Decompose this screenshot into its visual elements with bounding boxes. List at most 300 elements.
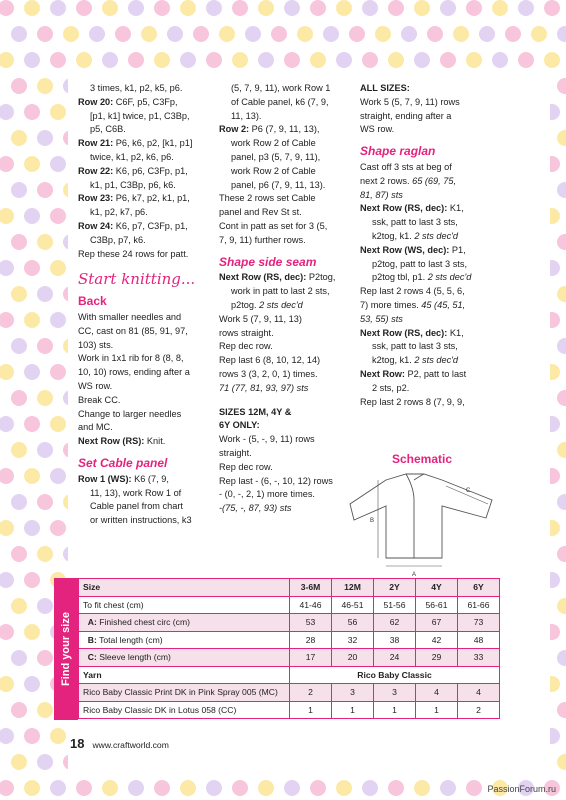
row-letter: C:: [87, 652, 97, 663]
column-2: [219, 82, 357, 516]
polka-dot: [557, 234, 566, 250]
table-cell: 17: [290, 649, 332, 667]
polka-dot: [141, 26, 157, 42]
yarn-label: Yarn: [83, 669, 102, 680]
polka-dot: [37, 182, 53, 198]
polka-dot: [440, 780, 456, 796]
polka-dot: [37, 546, 53, 562]
text-line: work Row 2 of Cable: [231, 138, 316, 149]
text-line: 11, 13), work Row 1 of: [90, 487, 182, 498]
polka-dot: [258, 52, 274, 68]
stitch-count: 53, 55) sts: [360, 313, 403, 324]
polka-dot: [0, 416, 14, 432]
polka-dot: [115, 26, 131, 42]
polka-dot: [531, 26, 547, 42]
polka-dot: [11, 754, 27, 770]
polka-dot: [557, 130, 566, 146]
polka-dot: [24, 0, 40, 16]
polka-dot: [557, 754, 566, 770]
polka-dot: [37, 78, 53, 94]
polka-dot: [11, 702, 27, 718]
polka-dot: [193, 26, 209, 42]
row-label: Next Row (RS, dec):: [360, 203, 448, 214]
row-text: Knit.: [144, 436, 166, 447]
text-line: Break CC.: [78, 394, 121, 405]
header-cell: 2Y: [389, 582, 400, 593]
polka-dot: [362, 52, 378, 68]
text-line: Work 5 (5, 7, 9, 11) rows: [360, 96, 460, 107]
text-line: k1, p1, C3Bp, p6, k6.: [90, 179, 176, 190]
row-text: K1,: [447, 203, 464, 214]
table-row: [79, 614, 500, 632]
polka-dot: [11, 650, 27, 666]
polka-dot: [557, 494, 566, 510]
website-link[interactable]: www.craftworld.com: [92, 740, 169, 750]
polka-dot: [89, 26, 105, 42]
set-cable-panel-heading: Set Cable panel: [78, 455, 168, 470]
polka-dot: [557, 442, 566, 458]
polka-dot: [76, 52, 92, 68]
polka-dot: [557, 702, 566, 718]
table-header-row: [79, 579, 500, 597]
polka-dot: [128, 52, 144, 68]
table-cell: 32: [332, 631, 374, 649]
polka-dot: [362, 0, 378, 16]
polka-dot: [102, 0, 118, 16]
text-line: Rep dec row.: [219, 461, 273, 472]
page-footer: [70, 736, 169, 751]
table-cell: 41-46: [290, 596, 332, 614]
polka-dot: [284, 0, 300, 16]
polka-dot: [11, 26, 27, 42]
polka-dot: [557, 78, 566, 94]
text-line: 11, 13).: [231, 110, 262, 121]
table-cell: 67: [416, 614, 458, 632]
table-row: [79, 701, 500, 719]
polka-dot: [24, 260, 40, 276]
row-text: C6F, p5, C3Fp,: [113, 96, 178, 107]
header-cell: 6Y: [473, 582, 484, 593]
polka-dot: [24, 52, 40, 68]
row-label: Next Row (RS, dec):: [360, 327, 448, 338]
polka-dot: [50, 728, 66, 744]
text-line: k2tog, k1.: [372, 355, 415, 366]
polka-dot: [557, 390, 566, 406]
row-label: Next Row (RS):: [78, 436, 145, 447]
text-line: k1, p2, k7, p6.: [90, 207, 148, 218]
text-line: (5, 7, 9, 11), work Row 1: [231, 83, 331, 93]
polka-dot: [37, 390, 53, 406]
polka-dot: [0, 0, 14, 16]
text-line: 10, 10) rows, ending after a: [78, 367, 190, 378]
polka-dot: [24, 520, 40, 536]
row-label: Row 21:: [78, 138, 114, 149]
text-line: Rep last 2 rows 4 (5, 5, 6,: [360, 286, 465, 297]
front-opening-line: [406, 474, 414, 558]
text-line: Rep last 6 (8, 10, 12, 14): [219, 355, 321, 366]
polka-dot: [11, 390, 27, 406]
polka-dot: [24, 416, 40, 432]
polka-dot: [11, 442, 27, 458]
text-line: 7, 9, 11) further rows.: [219, 234, 306, 245]
polka-dot: [466, 52, 482, 68]
find-your-size-tab: [54, 578, 78, 720]
polka-dot: [0, 52, 14, 68]
polka-dot: [440, 52, 456, 68]
polka-dot: [466, 0, 482, 16]
polka-dot: [50, 312, 66, 328]
polka-dot: [0, 728, 14, 744]
table-cell: 51-56: [374, 596, 416, 614]
polka-dot: [414, 52, 430, 68]
polka-dot: [24, 468, 40, 484]
text-line: straight.: [219, 447, 252, 458]
polka-dot: [24, 676, 40, 692]
row-label: Row 23:: [78, 193, 114, 204]
label-b: B: [370, 518, 375, 524]
text-line: of Cable panel, k6 (7, 9,: [231, 96, 329, 107]
polka-dot: [11, 598, 27, 614]
table-cell: 29: [416, 649, 458, 667]
polka-dot: [427, 26, 443, 42]
polka-dot: [37, 234, 53, 250]
table-cell: 62: [374, 614, 416, 632]
polka-dot: [50, 156, 66, 172]
table-cell: 56-61: [416, 596, 458, 614]
polka-dot: [37, 702, 53, 718]
text-line: panel, p6 (7, 9, 11, 13).: [231, 179, 326, 190]
table-row: [79, 684, 500, 702]
polka-dot: [37, 650, 53, 666]
stitch-count: 81, 87) sts: [360, 189, 403, 200]
stitch-count: 45 (45, 51,: [421, 299, 466, 310]
row-text: K6, p6, C3Fp, p1,: [113, 165, 188, 176]
table-cell: 42: [416, 631, 458, 649]
text-line: p2tog tbl, p1.: [372, 272, 428, 283]
stitch-count: 2 sts dec'd: [414, 355, 459, 366]
text-line: or written instructions, k3: [90, 515, 192, 526]
polka-dot: [219, 26, 235, 42]
polka-dot: [388, 0, 404, 16]
table-cell: 20: [332, 649, 374, 667]
polka-dot: [180, 0, 196, 16]
polka-dot: [11, 494, 27, 510]
text-line: ssk, patt to last 3 sts,: [372, 217, 458, 228]
header-cell: Size: [83, 582, 101, 593]
polka-dot: [557, 546, 566, 562]
row-label: Row 20:: [78, 96, 114, 107]
polka-dot: [375, 26, 391, 42]
polka-dot: [0, 468, 14, 484]
polka-dot: [50, 780, 66, 796]
polka-dot: [557, 338, 566, 354]
table-cell: 28: [290, 631, 332, 649]
text-line: With smaller needles and: [78, 311, 182, 322]
polka-dot: [479, 26, 495, 42]
text-line: Rep last 2 rows 8 (7, 9, 9,: [360, 396, 465, 407]
shape-raglan-heading: Shape raglan: [360, 144, 436, 159]
table-cell: 1: [416, 701, 458, 719]
polka-dot: [11, 182, 27, 198]
row-letter: B:: [87, 634, 97, 645]
polka-dot: [37, 26, 53, 42]
polka-dot: [180, 52, 196, 68]
polka-dot: [0, 208, 14, 224]
polka-dot: [154, 0, 170, 16]
text-line: p2tog.: [231, 299, 260, 310]
table-cell: 24: [374, 649, 416, 667]
yarn-brand: Rico Baby Classic: [357, 669, 432, 680]
polka-dot: [258, 0, 274, 16]
yarn-row-label: Rico Baby Classic DK in Lotus 058 (CC): [79, 701, 290, 719]
polka-dot: [401, 26, 417, 42]
table-row: [79, 631, 500, 649]
polka-dot: [466, 780, 482, 796]
polka-dot: [11, 338, 27, 354]
text-line: - (0, -, 2, 1) more times.: [219, 489, 315, 500]
polka-dot: [310, 780, 326, 796]
table-cell: 4: [458, 684, 500, 702]
text-line: [p1, k1] twice, p1, C3Bp,: [90, 110, 190, 121]
page-number: 18: [70, 736, 85, 751]
table-cell: 33: [458, 649, 500, 667]
polka-dot: [11, 130, 27, 146]
table-cell: 2: [290, 684, 332, 702]
text-line: 3 times, k1, p2, k5, p6.: [90, 83, 183, 93]
polka-dot: [232, 0, 248, 16]
polka-dot: [0, 364, 14, 380]
table-cell: 48: [458, 631, 500, 649]
polka-dot: [0, 676, 14, 692]
polka-dot: [258, 780, 274, 796]
polka-dot: [544, 0, 560, 16]
row-text: P2tog,: [306, 272, 336, 283]
polka-dot: [310, 52, 326, 68]
text-line: twice, k1, p2, k6, p6.: [90, 151, 174, 162]
polka-dot: [50, 52, 66, 68]
polka-dot: [24, 572, 40, 588]
size-table: [78, 578, 500, 719]
polka-dot: [557, 182, 566, 198]
polka-dot: [167, 26, 183, 42]
text-line: Work in 1x1 rib for 8 (8, 8,: [78, 353, 184, 364]
polka-dot: [310, 0, 326, 16]
polka-dot: [0, 312, 14, 328]
text-line: 7) more times.: [360, 299, 422, 310]
polka-dot: [50, 364, 66, 380]
polka-dot: [24, 780, 40, 796]
row-text: K6 (7, 9,: [131, 473, 169, 484]
sizes-heading: 6Y ONLY:: [219, 420, 260, 431]
column-3: [360, 82, 500, 409]
polka-dot: [154, 780, 170, 796]
row-text: P6 (7, 9, 11, 13),: [249, 124, 320, 135]
polka-dot: [11, 546, 27, 562]
size-table-block: [54, 578, 500, 720]
polka-dot: [50, 520, 66, 536]
polka-dot: [388, 52, 404, 68]
header-cell: 4Y: [431, 582, 442, 593]
text-line: rows straight.: [219, 327, 274, 338]
table-cell: 53: [290, 614, 332, 632]
row-label-cell: Total length (cm): [96, 634, 163, 645]
table-cell: 3: [332, 684, 374, 702]
table-cell: 2: [458, 701, 500, 719]
polka-dot: [24, 624, 40, 640]
text-line: k2tog, k1.: [372, 230, 415, 241]
row-label: Next Row (RS, dec):: [219, 272, 307, 283]
text-line: and MC.: [78, 422, 113, 433]
text-line: Work - (5, -, 9, 11) rows: [219, 434, 315, 445]
text-line: CC, cast on 81 (85, 91, 97,: [78, 325, 188, 336]
text-line: panel, p3 (5, 7, 9, 11),: [231, 151, 321, 162]
polka-dot: [76, 780, 92, 796]
table-cell: 38: [374, 631, 416, 649]
label-c: C: [466, 488, 471, 494]
row-label: Row 1 (WS):: [78, 473, 132, 484]
polka-dot: [50, 208, 66, 224]
polka-dot: [37, 494, 53, 510]
row-label-cell: Sleeve length (cm): [96, 652, 171, 663]
polka-dot: [37, 598, 53, 614]
text-line: 2 sts, p2.: [372, 382, 410, 393]
table-cell: 73: [458, 614, 500, 632]
table-cell: 1: [332, 701, 374, 719]
text-line: next 2 rows.: [360, 175, 413, 186]
row-text: P1,: [449, 244, 466, 255]
header-cell: 12M: [344, 582, 361, 593]
text-line: panel and Rev St st.: [219, 207, 302, 218]
polka-dot: [518, 52, 534, 68]
polka-dot: [50, 104, 66, 120]
text-line: p2tog, patt to last 3 sts,: [372, 258, 467, 269]
yarn-row-label: Rico Baby Classic Print DK in Pink Spray 005 (MC): [79, 684, 290, 702]
row-label: Next Row (WS, dec):: [360, 244, 450, 255]
polka-dot: [232, 780, 248, 796]
text-line: Rep these 24 rows for patt.: [78, 248, 189, 259]
row-text: P2, patt to last: [404, 368, 467, 379]
text-line: Rep dec row.: [219, 341, 273, 352]
text-line: rows 3 (3, 2, 0, 1) times.: [219, 368, 318, 379]
watermark: PassionForum.ru: [487, 784, 556, 794]
stitch-count: 2 sts dec'd: [427, 272, 472, 283]
polka-dot: [349, 26, 365, 42]
polka-dot: [557, 650, 566, 666]
row-label-cell: To fit chest (cm): [79, 596, 290, 614]
polka-dot: [284, 780, 300, 796]
polka-dot: [323, 26, 339, 42]
table-cell: 1: [374, 701, 416, 719]
text-line: Cont in patt as set for 3 (5,: [219, 220, 328, 231]
polka-dot: [24, 208, 40, 224]
polka-dot: [544, 52, 560, 68]
row-label: Row 24:: [78, 220, 114, 231]
table-cell: 56: [332, 614, 374, 632]
shape-side-seam-heading: Shape side seam: [219, 254, 317, 269]
polka-dot: [24, 104, 40, 120]
polka-dot: [128, 0, 144, 16]
table-cell: 46-51: [332, 596, 374, 614]
stitch-count: 2 sts dec'd: [414, 230, 459, 241]
polka-dot: [11, 234, 27, 250]
polka-dot: [24, 312, 40, 328]
polka-dot: [0, 520, 14, 536]
text-line: work Row 2 of Cable: [231, 165, 316, 176]
polka-dot: [50, 0, 66, 16]
polka-dot: [180, 780, 196, 796]
schematic-title: Schematic: [392, 452, 453, 466]
text-line: WS row.: [360, 124, 395, 135]
text-line: WS row.: [78, 380, 113, 391]
text-line: Cable panel from chart: [90, 501, 183, 512]
polka-dot: [0, 156, 14, 172]
text-line: 103) sts.: [78, 339, 114, 350]
polka-dot: [271, 26, 287, 42]
polka-dot: [336, 0, 352, 16]
row-text: P6, k6, p2, [k1, p1]: [113, 138, 193, 149]
polka-dot: [557, 286, 566, 302]
back-heading: Back: [78, 294, 107, 309]
table-cell: 1: [290, 701, 332, 719]
polka-dot: [37, 442, 53, 458]
yarn-header-row: [79, 666, 500, 684]
polka-dot: [505, 26, 521, 42]
polka-dot: [0, 260, 14, 276]
polka-dot: [0, 624, 14, 640]
row-label: Row 22:: [78, 165, 114, 176]
polka-dot: [50, 416, 66, 432]
stitch-count: 65 (69, 75,: [412, 175, 457, 186]
polka-dot: [362, 780, 378, 796]
polka-dot: [0, 104, 14, 120]
text-line: C3Bp, p7, k6.: [90, 234, 146, 245]
polka-dot: [297, 26, 313, 42]
polka-dot: [128, 780, 144, 796]
polka-dot: [206, 0, 222, 16]
polka-dot: [24, 156, 40, 172]
row-text: K1,: [447, 327, 464, 338]
schematic-diagram: [346, 466, 496, 578]
cardigan-outline: [350, 474, 492, 558]
polka-dot: [492, 0, 508, 16]
polka-dot: [453, 26, 469, 42]
polka-dot: [50, 260, 66, 276]
table-row: [79, 596, 500, 614]
text-line: work in patt to last 2 sts,: [231, 286, 330, 297]
text-line: Work 5 (7, 9, 11, 13): [219, 313, 302, 324]
polka-dot: [414, 780, 430, 796]
polka-dot: [0, 780, 14, 796]
polka-dot: [440, 0, 456, 16]
row-label: Next Row:: [360, 368, 405, 379]
text-line: ssk, patt to last 3 sts,: [372, 341, 458, 352]
polka-dot: [11, 78, 27, 94]
polka-dot: [518, 0, 534, 16]
row-text: P6, k7, p2, k1, p1,: [113, 193, 190, 204]
polka-dot: [154, 52, 170, 68]
table-cell: 61-66: [458, 596, 500, 614]
text-line: Change to larger needles: [78, 408, 182, 419]
polka-dot: [336, 52, 352, 68]
polka-dot: [50, 468, 66, 484]
row-label: Row 2:: [219, 124, 250, 135]
table-row: [79, 649, 500, 667]
stitch-count: 71 (77, 81, 93, 97) sts: [219, 382, 309, 393]
header-cell: 3-6M: [300, 582, 321, 593]
polka-dot: [76, 0, 92, 16]
polka-dot: [206, 52, 222, 68]
find-your-size-label: Find your size: [60, 612, 72, 686]
